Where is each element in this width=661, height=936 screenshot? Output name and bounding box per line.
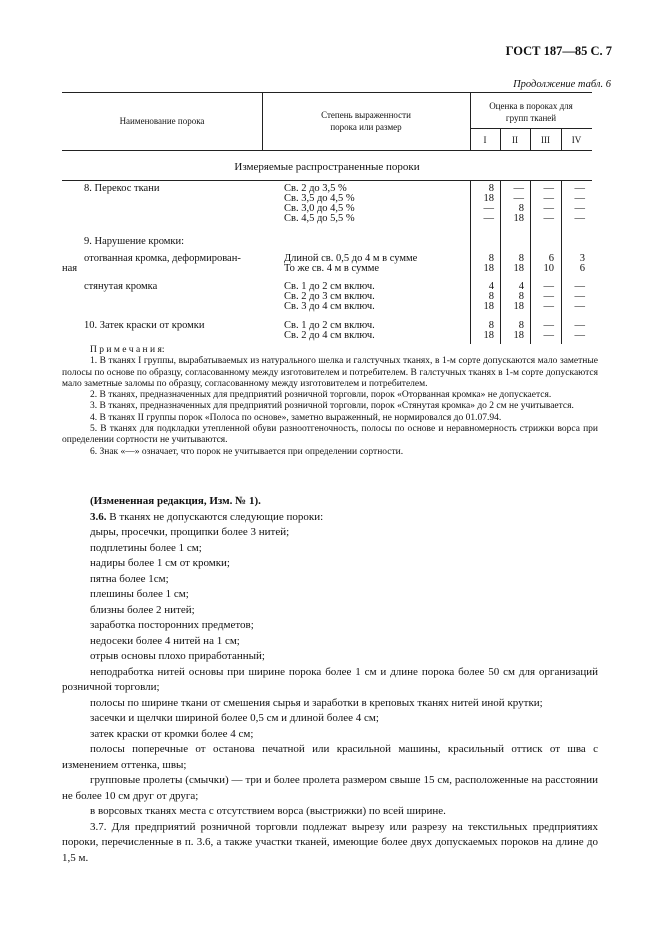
grade-value: 8 xyxy=(518,291,524,302)
defect-paragraph: полосы по ширине ткани от смешения сырья и заработки в крепoвых тканях нитей иной крутки; xyxy=(90,696,543,709)
grade-value: — xyxy=(543,193,554,204)
grade-value: 18 xyxy=(483,193,494,204)
grade-value: 18 xyxy=(483,263,494,274)
defect-line: заработка посторонних предметов; xyxy=(90,619,254,631)
defect-degree: Св. 1 до 2 см включ. xyxy=(284,320,375,331)
amendment-note: (Измененная редакция, Изм. № 1). xyxy=(90,495,261,507)
grade-value: — xyxy=(513,193,524,204)
page-header: ГОСТ 187—85 С. 7 xyxy=(505,44,612,58)
defect-degree: Св. 2 до 3,5 % xyxy=(284,183,347,194)
note-item: 3. В тканях, предназначенных для предприятий розничной торговли, порок «Стянутая кромка» до 2 см не учитывается. xyxy=(90,401,574,412)
grade-value: 8 xyxy=(488,320,494,331)
grade-value: 18 xyxy=(513,213,524,224)
defect-line: пятна более 1см; xyxy=(90,572,169,585)
grade-value: 18 xyxy=(513,301,524,312)
group-header: IV xyxy=(571,135,582,145)
grade-value: 18 xyxy=(513,263,524,274)
note-item: 1. В тканях I группы, вырабатываемых из натурального шелка и галстучных тканях, в 1-м сорте допускаются мало заметные полосы по основе по образцу, согласованному между изготовителем и потребителем. В галстучных тканях в 1-м сорте допускаются мало заметные заломы по образцу, согласованному между изготовителем и потребителем. xyxy=(62,356,598,389)
note-item: 6. Знак «—» означает, что порок не учитывается при определении сортности. xyxy=(90,446,404,457)
defect-line: надиры более 1 см от кромки; xyxy=(90,557,230,569)
grade-value: 8 xyxy=(488,253,494,264)
grade-value: — xyxy=(574,281,585,292)
grade-value: — xyxy=(513,183,524,194)
defect-name: отorванная кромка, деформирован- xyxy=(84,253,241,264)
grade-value: 8 xyxy=(488,291,494,302)
grade-value: 18 xyxy=(483,301,494,312)
clause-3-7: 3.7. Для предприятий розничной торговли подлежат вырезу или разрезу на текстильных предприятиях пороки, перечисленные в п. 3.6, а также участки тканей, имеющие более двух допускаемых пороков на длине до 1,5 м. xyxy=(62,820,598,864)
notes-title: П р и м е ч а н и я: xyxy=(90,345,165,355)
grade-value: — xyxy=(483,203,494,214)
grade-value: — xyxy=(543,330,554,341)
defect-paragraph: неподработка нитей основы при ширине порока более 1 см и длине порока более 50 см для организаций розничной торговли; xyxy=(62,665,598,693)
grade-value: — xyxy=(543,281,554,292)
defect-name: ная xyxy=(62,263,78,274)
grade-value: — xyxy=(574,213,585,224)
grade-value: 6 xyxy=(548,253,554,264)
notes xyxy=(62,345,598,458)
grade-value: 8 xyxy=(518,253,524,264)
grade-value: — xyxy=(483,213,494,224)
defect-degree: Св. 2 до 4 см включ. xyxy=(284,330,375,341)
grade-value: 18 xyxy=(513,330,524,341)
defect-line: затек краски от кромки более 4 см; xyxy=(90,727,254,740)
grade-value: — xyxy=(574,193,585,204)
grade-value: 4 xyxy=(488,281,494,292)
defect-paragraph: в ворсовых тканях места с отсутствием ворса (выстрижки) по всей ширине. xyxy=(90,805,446,817)
defect-degree: Св. 4,5 до 5,5 % xyxy=(284,213,355,224)
defect-name: стянутая кромка xyxy=(84,281,158,292)
grade-value: — xyxy=(574,291,585,302)
grade-value: 8 xyxy=(518,203,524,214)
section-title: Измеряемые распространенные пороки xyxy=(234,161,420,173)
grade-value: — xyxy=(574,203,585,214)
note-item: 4. В тканях II группы порок «Полоса по основе», заметно выраженный, не нормировался до 01.07.94. xyxy=(90,412,502,423)
col-grade-header: Оценка в пороках для групп тканей xyxy=(489,101,573,123)
grade-value: 18 xyxy=(483,330,494,341)
note-item: 5. В тканях для подкладки утепленной обуви разноотгеночность, полосы по основе и неравномерность стрижки ворса при определении сортности не учитываются. xyxy=(62,424,598,446)
defect-name: 10. Затек краски от кромки xyxy=(84,320,205,331)
grade-value: — xyxy=(543,213,554,224)
grade-value: — xyxy=(574,183,585,194)
clause-3-6: 3.6. В тканях не допускаются следующие пороки: xyxy=(90,510,324,523)
grade-value: — xyxy=(543,291,554,302)
group-header: I xyxy=(483,135,487,145)
defect-line: близны более 2 нитей; xyxy=(90,603,195,616)
col-degree-header: Степень выраженности порока или размер xyxy=(321,110,411,132)
defect-name: 9. Нарушение кромки: xyxy=(84,236,185,247)
group-header: II xyxy=(512,135,518,145)
col-name-header: Наименование порока xyxy=(119,116,205,126)
grade-value: — xyxy=(543,301,554,312)
defect-line: плешины более 1 см; xyxy=(90,588,189,600)
defect-degree: Св. 2 до 3 см включ. xyxy=(284,291,375,302)
defect-degree: Св. 1 до 2 см включ. xyxy=(284,281,375,292)
defect-line: недосеки более 4 нитей на 1 см; xyxy=(90,634,240,647)
defect-paragraph: полосы поперечные от останова печатной или красильной машины, красильный оттиск от шва с изменением оттенка, швы; xyxy=(62,743,598,771)
table-continuation: Продолжение табл. 6 xyxy=(513,79,611,90)
defect-line: подплетины более 1 см; xyxy=(90,541,202,554)
defect-paragraph: групповые пролеты (смычки) — три и более пролета размером свыше 15 см, расположенные на расстоянии не более 10 см друг от друга; xyxy=(62,774,598,802)
defect-degree: Длиной св. 0,5 до 4 м в сумме xyxy=(284,253,418,264)
grade-value: — xyxy=(574,330,585,341)
grade-value: 10 xyxy=(543,263,554,274)
main-text xyxy=(62,494,598,866)
defect-degree: Св. 3,5 до 4,5 % xyxy=(284,193,355,204)
note-item: 2. В тканях, предназначенных для предприятий розничной торговли, порок «Оторванная кромка» не допускается. xyxy=(90,390,552,401)
defect-degree: То же св. 4 м в сумме xyxy=(284,263,380,274)
grade-value: 6 xyxy=(579,263,585,274)
defect-name: 8. Перекос ткани xyxy=(84,183,160,194)
grade-value: — xyxy=(574,301,585,312)
grade-value: 3 xyxy=(579,253,585,264)
grade-value: — xyxy=(574,320,585,331)
defect-line: дыры, просечки, прощипки более 3 нитей; xyxy=(90,526,290,538)
grade-value: — xyxy=(543,183,554,194)
grade-value: — xyxy=(543,320,554,331)
defect-degree: Св. 3,0 до 4,5 % xyxy=(284,203,355,214)
defect-line: засечки и щелчки шириной более 0,5 см и длиной более 4 см; xyxy=(90,712,379,724)
group-header: III xyxy=(541,135,550,145)
defect-degree: Св. 3 до 4 см включ. xyxy=(284,301,375,312)
grade-value: 8 xyxy=(488,183,494,194)
grade-value: 8 xyxy=(518,320,524,331)
grade-value: — xyxy=(543,203,554,214)
defect-line: отрыв основы плохо приработанный; xyxy=(90,650,265,662)
grade-value: 4 xyxy=(518,281,524,292)
